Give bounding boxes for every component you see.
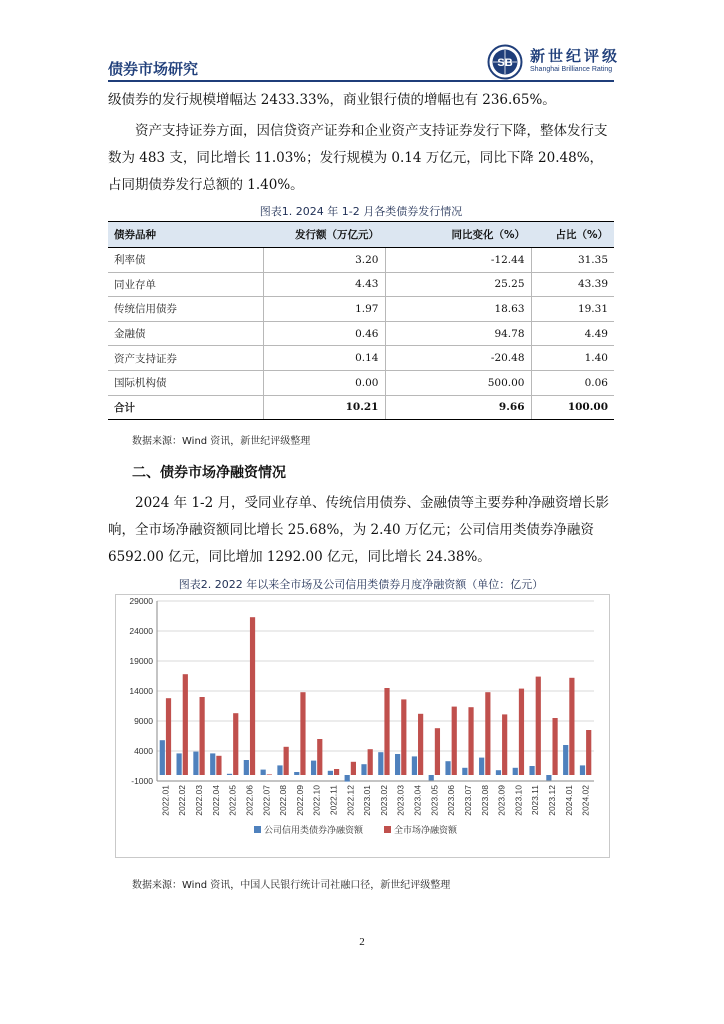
bar-credit-bond [479, 758, 484, 775]
x-tick-label: 2022.03 [194, 785, 205, 816]
cell-share: 31.35 [531, 248, 614, 273]
bar-credit-bond [580, 765, 585, 775]
cell-yoy: 500.00 [385, 370, 531, 395]
bar-market-total [569, 678, 574, 775]
bar-credit-bond [160, 740, 165, 775]
legend-label-market-total: 全市场净融资额 [394, 826, 458, 836]
bond-issuance-table [108, 221, 614, 420]
cell-bond-type: 传统信用债券 [108, 297, 263, 322]
bar-market-total [368, 749, 373, 775]
x-tick-label: 2022.09 [294, 785, 305, 816]
cell-amount: 0.14 [263, 346, 385, 371]
cell-bond-type: 同业存单 [108, 272, 263, 297]
y-tick-label: 9000 [134, 716, 153, 726]
x-tick-label: 2023.06 [446, 785, 457, 816]
bar-market-total [586, 730, 591, 775]
legend-swatch-credit-bond [254, 826, 261, 833]
bar-market-total [300, 692, 305, 775]
table-row [108, 272, 614, 297]
y-tick-label: 19000 [129, 656, 153, 666]
x-tick-label: 2022.11 [328, 785, 339, 816]
table-row [108, 297, 614, 322]
bar-market-total [317, 739, 322, 775]
bar-market-total [166, 698, 171, 775]
bar-market-total [216, 756, 221, 775]
report-series-title: 债券市场研究 [108, 60, 199, 78]
x-tick-label: 2022.06 [244, 785, 255, 816]
bar-market-total [452, 707, 457, 775]
cell-amount: 4.43 [263, 272, 385, 297]
cell-yoy: 18.63 [385, 297, 531, 322]
table-row [108, 321, 614, 346]
brand-name-cn: 新世纪评级 [530, 47, 621, 65]
x-tick-label: 2022.12 [345, 785, 356, 816]
bar-market-total [485, 692, 490, 775]
bar-market-total [552, 718, 557, 775]
x-tick-label: 2022.07 [261, 785, 272, 816]
bar-credit-bond [513, 768, 518, 775]
legend-label-credit-bond: 公司信用类债券净融资额 [264, 826, 364, 836]
table-row [108, 346, 614, 371]
bar-credit-bond [546, 775, 551, 780]
cell-yoy: 94.78 [385, 321, 531, 346]
bar-credit-bond [395, 754, 400, 775]
cell-yoy: -20.48 [385, 346, 531, 371]
y-tick-label: 14000 [129, 686, 153, 696]
header-divider [108, 80, 614, 82]
x-tick-label: 2023.10 [513, 785, 524, 816]
bar-credit-bond [529, 766, 534, 775]
bar-credit-bond [429, 775, 434, 780]
brand-name-en: Shanghai Brilliance Rating [530, 66, 613, 73]
x-tick-label: 2022.10 [311, 785, 322, 816]
bar-market-total [334, 769, 339, 775]
bar-market-total [502, 714, 507, 775]
chart-caption: 图表2. 2022 年以来全市场及公司信用类债券月度净融资额（单位：亿元） [178, 578, 544, 591]
x-tick-label: 2022.02 [177, 785, 188, 816]
bar-credit-bond [193, 752, 198, 775]
x-tick-label: 2022.05 [227, 785, 238, 816]
cell-total-label: 合计 [108, 395, 263, 420]
y-tick-label: 29000 [129, 596, 153, 606]
bar-market-total [284, 747, 289, 775]
cell-amount: 0.00 [263, 370, 385, 395]
bar-credit-bond [563, 745, 568, 775]
header-issuance-amount: 发行额（万亿元） [263, 222, 385, 248]
paragraph-abs: 资产支持证券方面，因信贷资产证券和企业资产支持证券发行下降，整体发行支数为 483 支，同比增长 11.03%；发行规模为 0.14 万亿元，同比下降 20.48%，占同期债券发行总额的 1.40%。 [108, 123, 608, 193]
section-heading: 二、债券市场净融资情况 [132, 465, 286, 481]
bar-credit-bond [462, 768, 467, 775]
x-tick-label: 2023.03 [395, 785, 406, 816]
x-tick-label: 2023.01 [362, 785, 373, 816]
bar-credit-bond [345, 775, 350, 782]
bar-credit-bond [277, 765, 282, 775]
cell-share: 19.31 [531, 297, 614, 322]
cell-bond-type: 国际机构债 [108, 370, 263, 395]
x-tick-label: 2024.02 [580, 785, 591, 816]
x-tick-label: 2023.07 [462, 785, 473, 816]
x-tick-label: 2023.11 [530, 785, 541, 816]
x-tick-label: 2023.09 [496, 785, 507, 816]
bar-market-total [200, 697, 205, 775]
bar-credit-bond [496, 770, 501, 775]
x-tick-label: 2022.04 [210, 785, 221, 816]
x-tick-label: 2022.01 [160, 785, 171, 816]
y-tick-label: 4000 [134, 746, 153, 756]
brilliance-logo-icon [487, 44, 523, 80]
x-tick-label: 2023.02 [378, 785, 389, 816]
cell-amount: 1.97 [263, 297, 385, 322]
bar-market-total [519, 689, 524, 775]
cell-total-share: 100.00 [531, 395, 614, 420]
table-total-row [108, 395, 614, 420]
cell-amount: 3.20 [263, 248, 385, 273]
x-tick-label: 2023.04 [412, 785, 423, 816]
x-tick-label: 2022.08 [278, 785, 289, 816]
table-header-row [108, 222, 614, 248]
cell-total-yoy: 9.66 [385, 395, 531, 420]
bar-credit-bond [378, 752, 383, 775]
net-financing-bar-chart [116, 595, 609, 857]
bar-market-total [401, 699, 406, 775]
table-row [108, 248, 614, 273]
cell-share: 43.39 [531, 272, 614, 297]
cell-share: 1.40 [531, 346, 614, 371]
cell-share: 0.06 [531, 370, 614, 395]
bar-market-total [233, 713, 238, 775]
x-tick-label: 2023.05 [429, 785, 440, 816]
bar-credit-bond [177, 753, 182, 775]
bar-credit-bond [227, 774, 232, 775]
bar-market-total [384, 688, 389, 775]
cell-yoy: -12.44 [385, 248, 531, 273]
chart-source-note: 数据来源：Wind 资讯，中国人民银行统计司社融口径，新世纪评级整理 [132, 880, 451, 891]
bar-market-total [183, 674, 188, 775]
bar-credit-bond [328, 771, 333, 775]
cell-total-amount: 10.21 [263, 395, 385, 420]
cell-bond-type: 利率债 [108, 248, 263, 273]
header-share: 占比（%） [531, 222, 614, 248]
svg-text:SB: SB [497, 57, 513, 69]
bar-market-total [435, 728, 440, 775]
paragraph-continuation: 级债券的发行规模增幅达 2433.33%，商业银行债的增幅也有 236.65%。 [108, 92, 556, 108]
bar-credit-bond [412, 756, 417, 775]
bar-market-total [351, 762, 356, 775]
bar-market-total [418, 714, 423, 775]
cell-amount: 0.46 [263, 321, 385, 346]
bar-market-total [267, 774, 272, 775]
bar-credit-bond [361, 764, 366, 775]
x-tick-label: 2023.12 [546, 785, 557, 816]
bar-credit-bond [311, 761, 316, 775]
x-tick-label: 2024.01 [563, 785, 574, 816]
bar-credit-bond [244, 760, 249, 775]
cell-bond-type: 资产支持证券 [108, 346, 263, 371]
table-source-note: 数据来源：Wind 资讯，新世纪评级整理 [132, 436, 311, 447]
cell-bond-type: 金融债 [108, 321, 263, 346]
bar-market-total [536, 677, 541, 775]
legend-swatch-market-total [384, 826, 391, 833]
x-tick-label: 2023.08 [479, 785, 490, 816]
paragraph-net-financing: 2024 年 1-2 月，受同业存单、传统信用债券、金融债等主要券种净融资增长影响，全市场净融资额同比增长 25.68%，为 2.40 万亿元；公司信用类债券净融资 6592.00 亿元，同比增加 1292.00 亿元，同比增长 24.38%。 [108, 495, 609, 565]
y-tick-label: 24000 [129, 626, 153, 636]
bar-credit-bond [445, 761, 450, 775]
bar-credit-bond [261, 770, 266, 775]
y-tick-label: -1000 [131, 776, 153, 786]
net-financing-chart-frame [115, 594, 610, 858]
table-caption: 图表1. 2024 年 1-2 月各类债券发行情况 [259, 205, 463, 218]
bar-market-total [468, 707, 473, 775]
bar-credit-bond [210, 753, 215, 775]
header-bond-type: 债券品种 [108, 222, 263, 248]
cell-share: 4.49 [531, 321, 614, 346]
bar-market-total [250, 617, 255, 775]
bar-credit-bond [294, 772, 299, 775]
header-yoy-change: 同比变化（%） [385, 222, 531, 248]
cell-yoy: 25.25 [385, 272, 531, 297]
page-number: 2 [359, 936, 365, 948]
table-row [108, 370, 614, 395]
